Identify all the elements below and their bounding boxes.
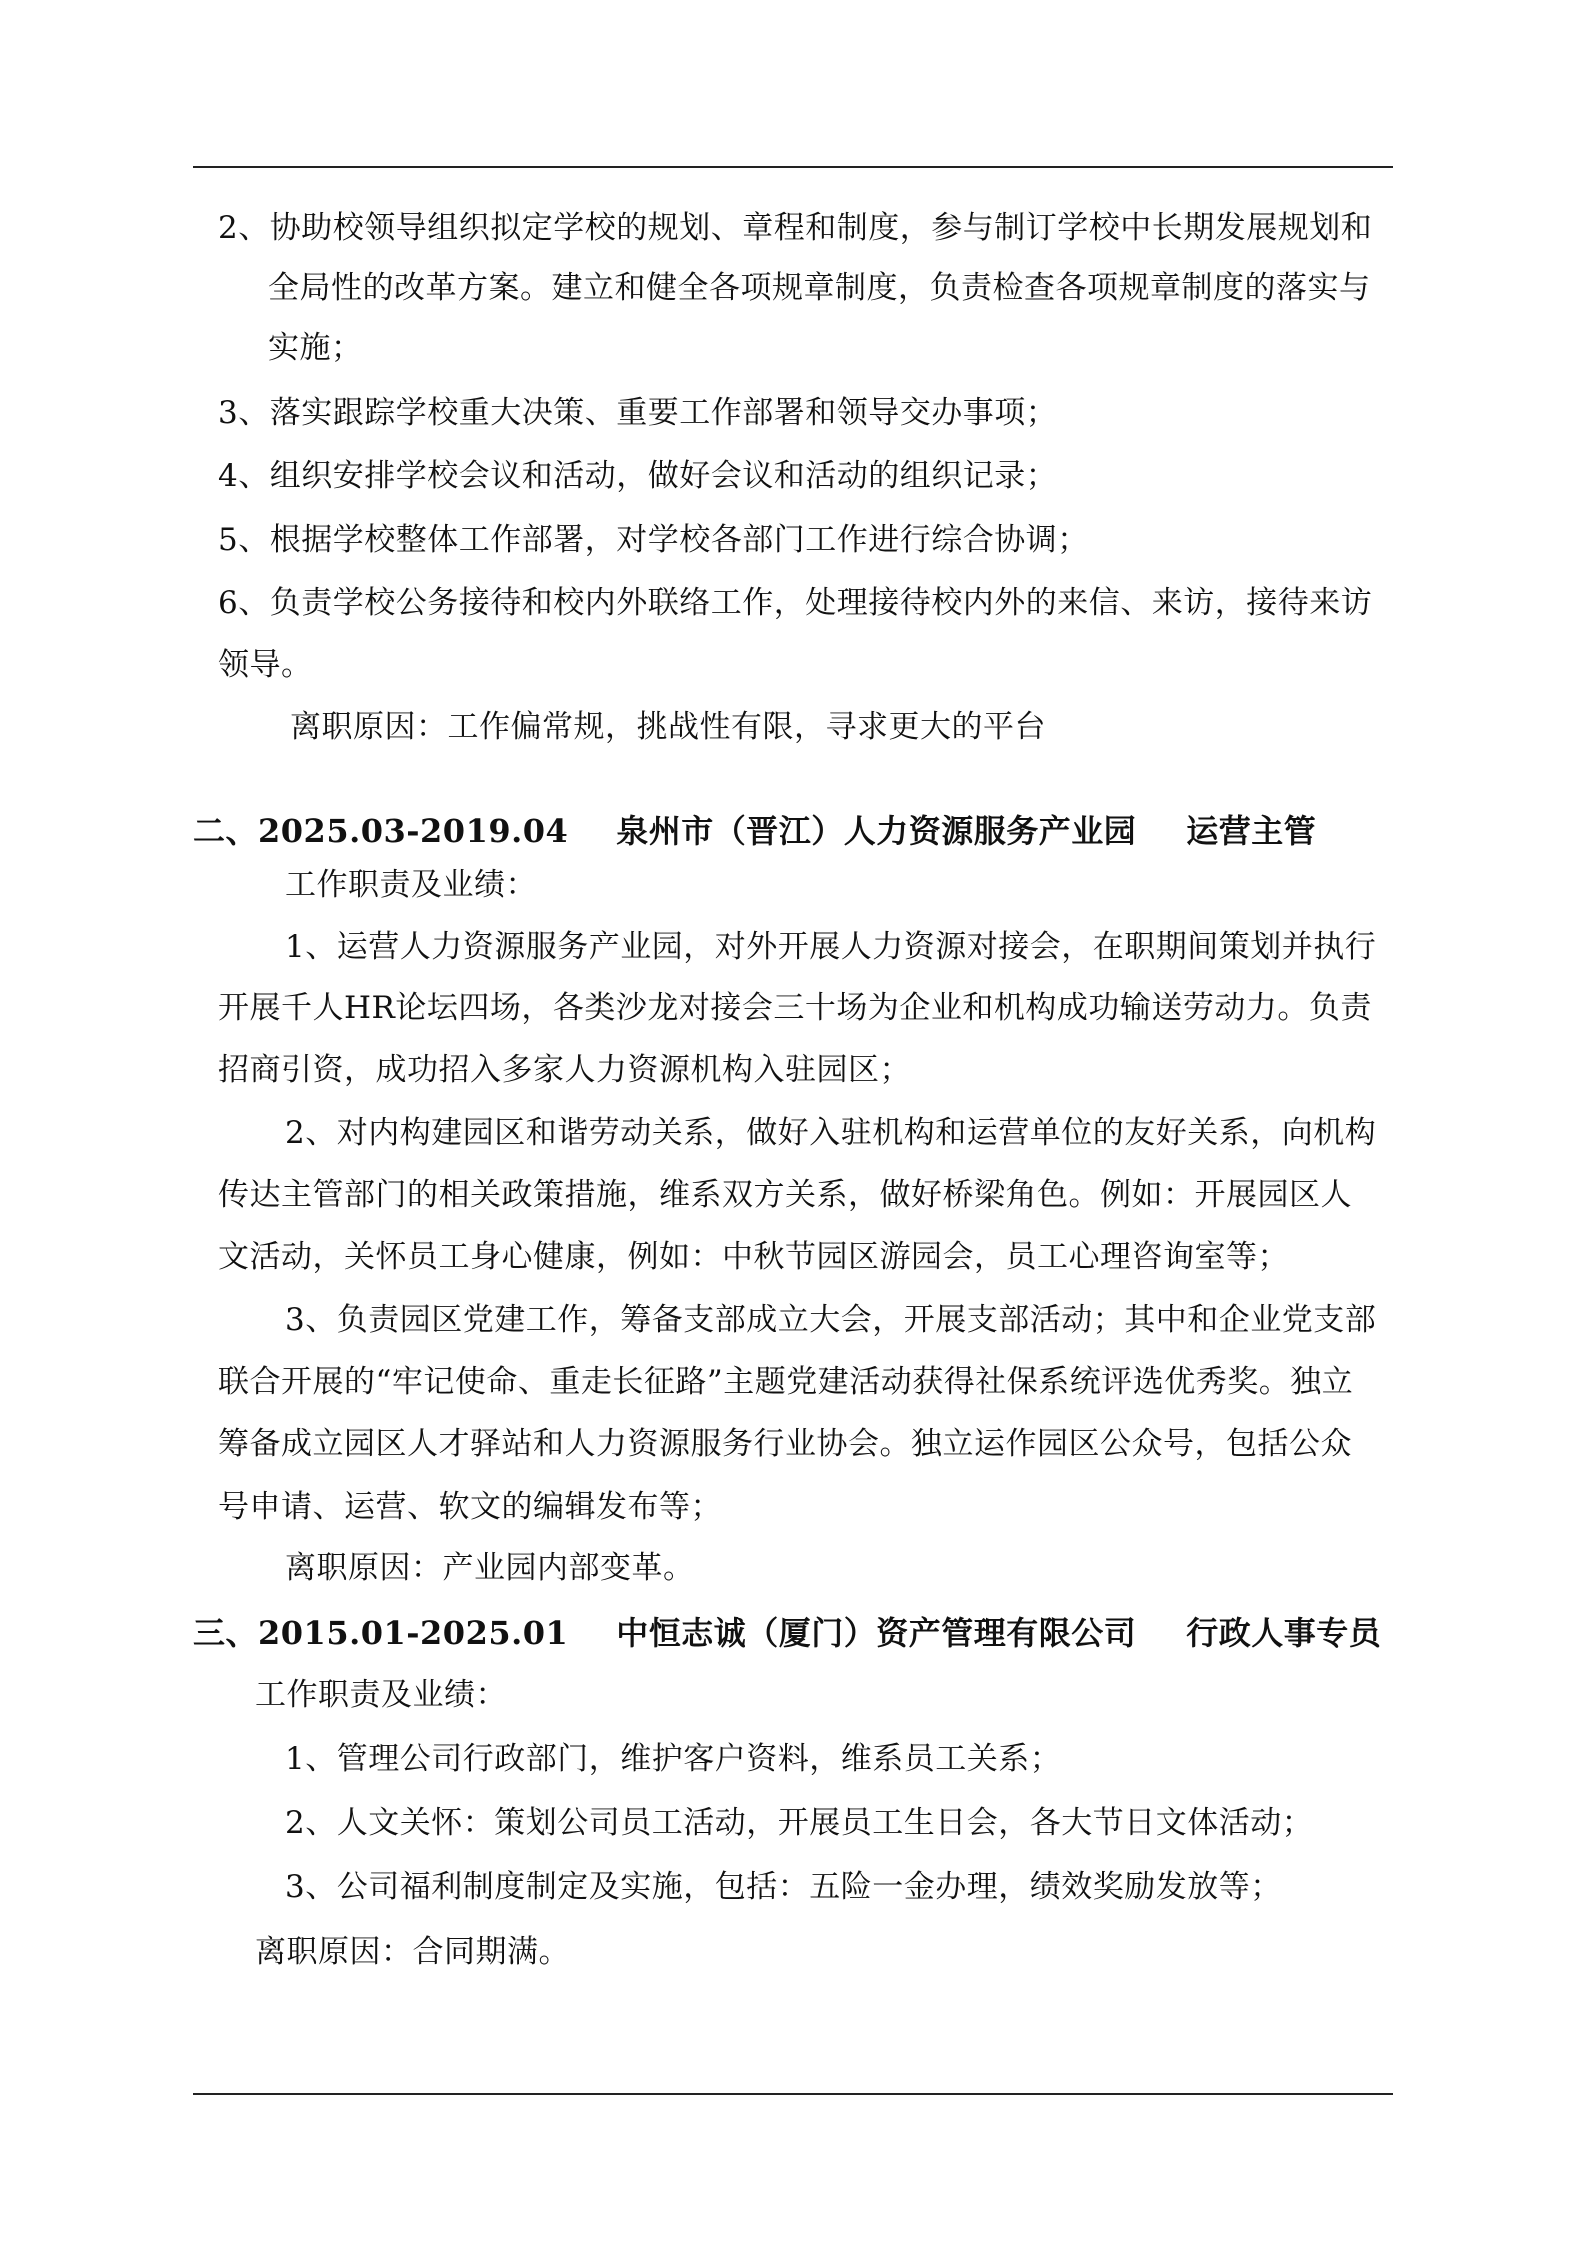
s1-duty-4: 4、组织安排学校会议和活动，做好会议和活动的组织记录；	[218, 458, 1058, 494]
s2-heading	[193, 811, 1316, 851]
s2-duty-3-line-2: 联合开展的“牢记使命、重走长征路”主题党建活动获得社保系统评选优秀奖。独立	[218, 1364, 1354, 1400]
s1-leave-reason: 离职原因：工作偏常规，挑战性有限，寻求更大的平台	[290, 709, 1046, 745]
s3-duty-2: 2、人文关怀：策划公司员工活动，开展员工生日会，各大节日文体活动；	[285, 1805, 1314, 1841]
footer-rule	[193, 2093, 1393, 2095]
s3-duties-title: 工作职责及业绩：	[255, 1677, 507, 1713]
s2-company: 泉州市（晋江）人力资源服务产业园	[616, 812, 1137, 850]
s3-position: 行政人事专员	[1186, 1614, 1382, 1652]
s2-duties-title: 工作职责及业绩：	[285, 867, 537, 903]
s1-duty-2-line-2: 全局性的改革方案。建立和健全各项规章制度，负责检查各项规章制度的落实与	[268, 270, 1371, 306]
s3-leave-reason: 离职原因：合同期满。	[255, 1934, 570, 1970]
s2-duty-3-line-3: 筹备成立园区人才驿站和人力资源服务行业协会。独立运作园区公众号，包括公众	[218, 1426, 1352, 1462]
s1-duty-3: 3、落实跟踪学校重大决策、重要工作部署和领导交办事项；	[218, 395, 1058, 431]
s3-period: 2015.01-2025.01	[258, 1614, 569, 1652]
s2-duty-2-line-3: 文活动，关怀员工身心健康，例如：中秋节园区游园会，员工心理咨询室等；	[218, 1239, 1289, 1275]
s1-duty-6-line-1: 6、负责学校公务接待和校内外联络工作，处理接待校内外的来信、来访，接待来访	[218, 585, 1373, 621]
s2-duty-3-line-1: 3、负责园区党建工作，筹备支部成立大会，开展支部活动；其中和企业党支部	[285, 1302, 1377, 1338]
s2-duty-1-line-2: 开展千人HR论坛四场，各类沙龙对接会三十场为企业和机构成功输送劳动力。负责	[218, 990, 1372, 1026]
header-rule	[193, 166, 1393, 168]
s2-duty-2-line-2: 传达主管部门的相关政策措施，维系双方关系，做好桥梁角色。例如：开展园区人	[218, 1177, 1352, 1213]
s2-duty-1-line-3: 招商引资，成功招入多家人力资源机构入驻园区；	[218, 1052, 911, 1088]
s3-duty-3: 3、公司福利制度制定及实施，包括：五险一金办理，绩效奖励发放等；	[285, 1869, 1282, 1905]
s1-duty-6-line-2: 领导。	[218, 647, 313, 683]
s3-heading	[193, 1613, 1381, 1653]
s1-duty-2-line-3: 实施；	[268, 330, 363, 366]
s1-duty-2-line-1: 2、协助校领导组织拟定学校的规划、章程和制度，参与制订学校中长期发展规划和	[218, 210, 1373, 246]
s3-index: 三、	[193, 1614, 259, 1652]
s1-duty-5: 5、根据学校整体工作部署，对学校各部门工作进行综合协调；	[218, 522, 1089, 558]
s2-position: 运营主管	[1186, 812, 1317, 850]
s2-period: 2025.03-2019.04	[258, 812, 569, 850]
s2-duty-1-line-1: 1、运营人力资源服务产业园，对外开展人力资源对接会，在职期间策划并执行	[285, 929, 1377, 965]
s2-index: 二、	[193, 812, 259, 850]
s2-leave-reason: 离职原因：产业园内部变革。	[285, 1550, 695, 1586]
s2-duty-3-line-4: 号申请、运营、软文的编辑发布等；	[218, 1489, 722, 1525]
s3-company: 中恒志诚（厦门）资产管理有限公司	[616, 1614, 1137, 1652]
s3-duty-1: 1、管理公司行政部门，维护客户资料，维系员工关系；	[285, 1741, 1062, 1777]
s2-duty-2-line-1: 2、对内构建园区和谐劳动关系，做好入驻机构和运营单位的友好关系，向机构	[285, 1115, 1377, 1151]
